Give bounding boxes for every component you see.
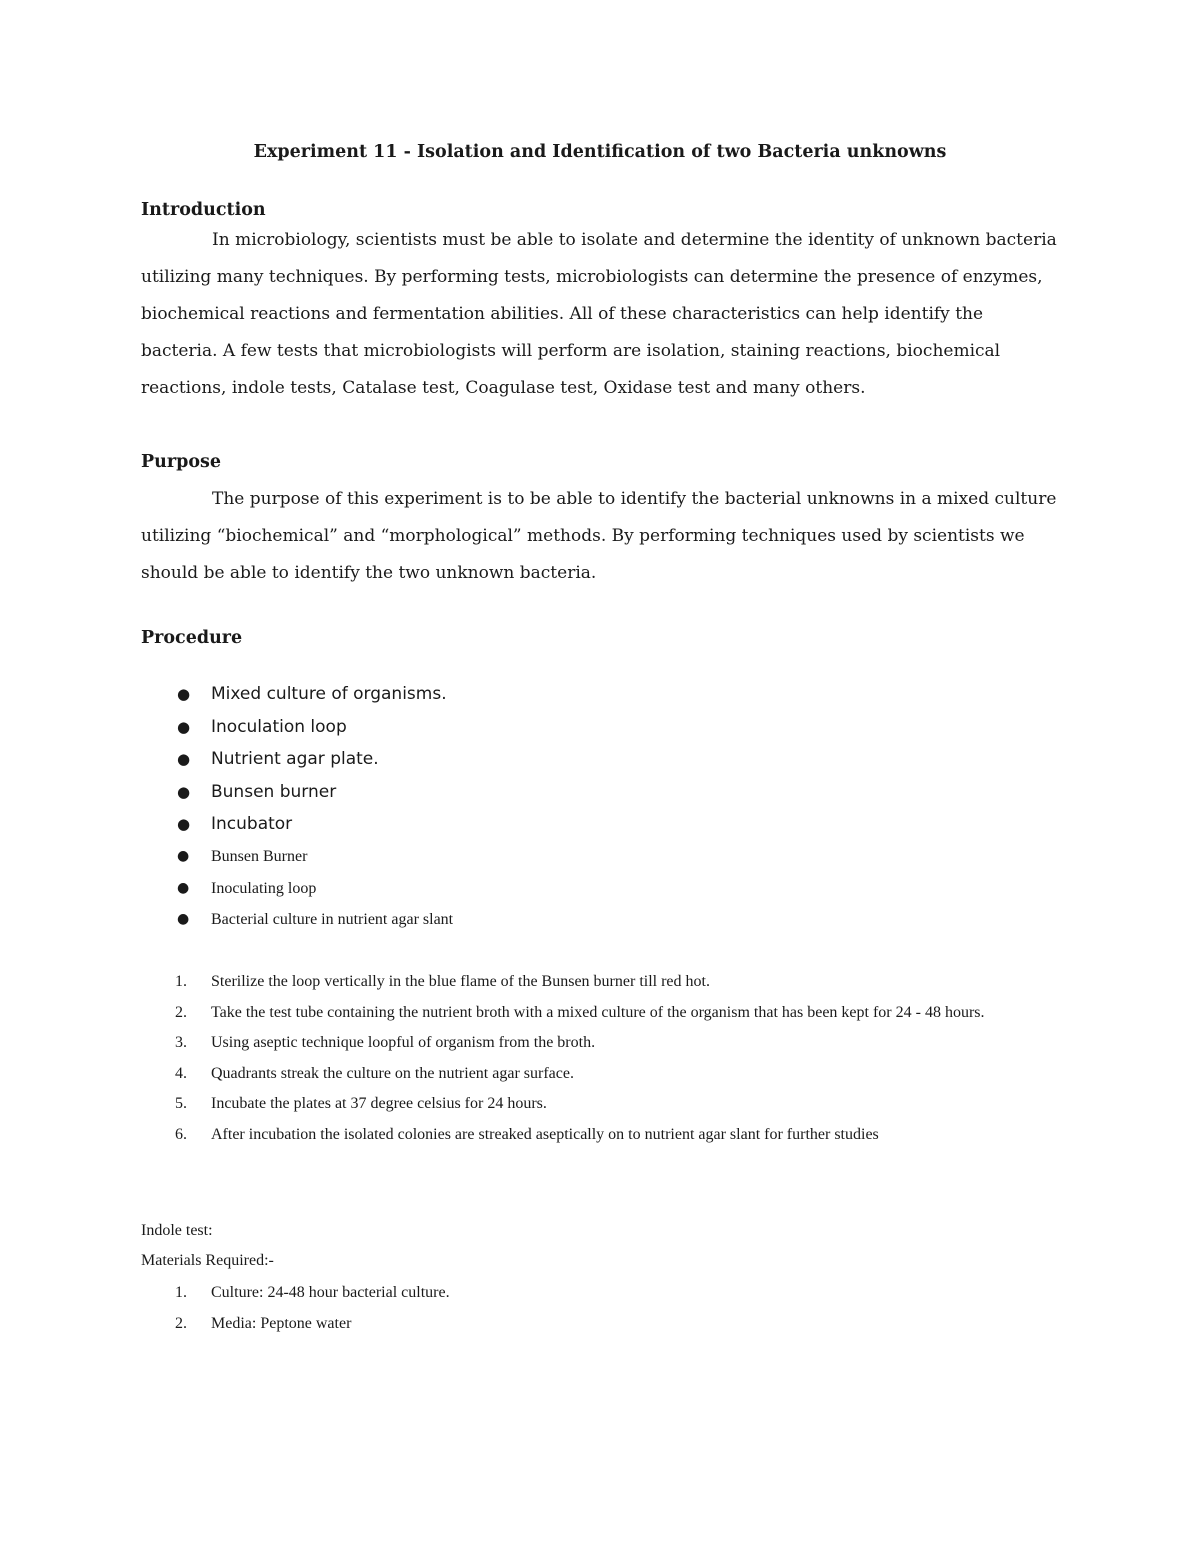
bullet-icon: ● (177, 911, 190, 927)
step-item: 2. Take the test tube containing the nutrient broth with a mixed culture of the organism that has been kept for 24 - 48 hours. (175, 1003, 985, 1021)
introduction-heading: Introduction (141, 200, 266, 220)
procedure-heading: Procedure (141, 628, 243, 648)
list-item: ● Inoculating loop (141, 873, 453, 905)
indole-test-label: Indole test: (141, 1222, 213, 1239)
bullet-icon: ● (177, 717, 191, 736)
bullet-icon: ● (177, 815, 191, 833)
list-item: ● Incubator (141, 808, 447, 841)
bullet-icon: ● (177, 782, 191, 801)
purpose-text: The purpose of this experiment is to be able to identify the bacterial unknowns in a mixed culture utilizing “biochemical” and “morphological” methods. By performing techniques used by scientists we should be able to identify the two unknown bacteria. (141, 489, 1057, 583)
list-item: ● Nutrient agar plate. (141, 743, 447, 776)
step-item: 1. Sterilize the loop vertically in the blue flame of the Bunsen burner till red hot. (175, 973, 710, 990)
introduction-text: In microbiology, scientists must be able to isolate and determine the identity of unknown bacteria utilizing many techniques. By performing tests, microbiologists can determine the presence of enzymes, biochemical reactions and fermentation abilities. All of these characteristics can help identify the bacteria. A few tests that microbiologists will perform are isolation, staining reactions, biochemical reactions, indole tests, Catalase test, Coagulase test, Oxidase test and many others. (141, 230, 1057, 398)
indole-materials-list (141, 1278, 1041, 1339)
list-item: ● Bunsen Burner (141, 841, 453, 873)
materials-list-primary (141, 678, 447, 841)
list-item: ● Inoculation loop (141, 711, 447, 744)
bullet-icon: ● (177, 848, 190, 864)
bullet-icon: ● (177, 879, 190, 896)
list-item: ● Mixed culture of organisms. (141, 678, 447, 711)
materials-list-secondary (141, 841, 453, 936)
list-item: 1. Culture: 24-48 hour bacterial culture. (175, 1284, 450, 1301)
materials-required-label: Materials Required:- (141, 1252, 274, 1269)
list-item: ● Bacterial culture in nutrient agar slant (141, 904, 453, 936)
bullet-icon: ● (177, 685, 191, 703)
procedure-steps (141, 967, 1041, 1150)
step-item: 4. Quadrants streak the culture on the nutrient agar surface. (175, 1064, 574, 1082)
document-title: Experiment 11 - Isolation and Identification of two Bacteria unknowns (253, 142, 947, 162)
step-item: 5. Incubate the plates at 37 degree celsius for 24 hours. (175, 1095, 547, 1112)
purpose-heading: Purpose (141, 452, 221, 472)
list-item: 2. Media: Peptone water (175, 1314, 352, 1332)
step-item: 6. After incubation the isolated colonies are streaked aseptically on to nutrient agar slant for further studies (175, 1125, 879, 1143)
purpose-paragraph (141, 481, 1061, 592)
list-item: ● Bunsen burner (141, 776, 447, 809)
step-item: 3. Using aseptic technique loopful of organism from the broth. (175, 1034, 596, 1051)
bullet-icon: ● (177, 750, 191, 768)
introduction-paragraph (141, 222, 1061, 407)
